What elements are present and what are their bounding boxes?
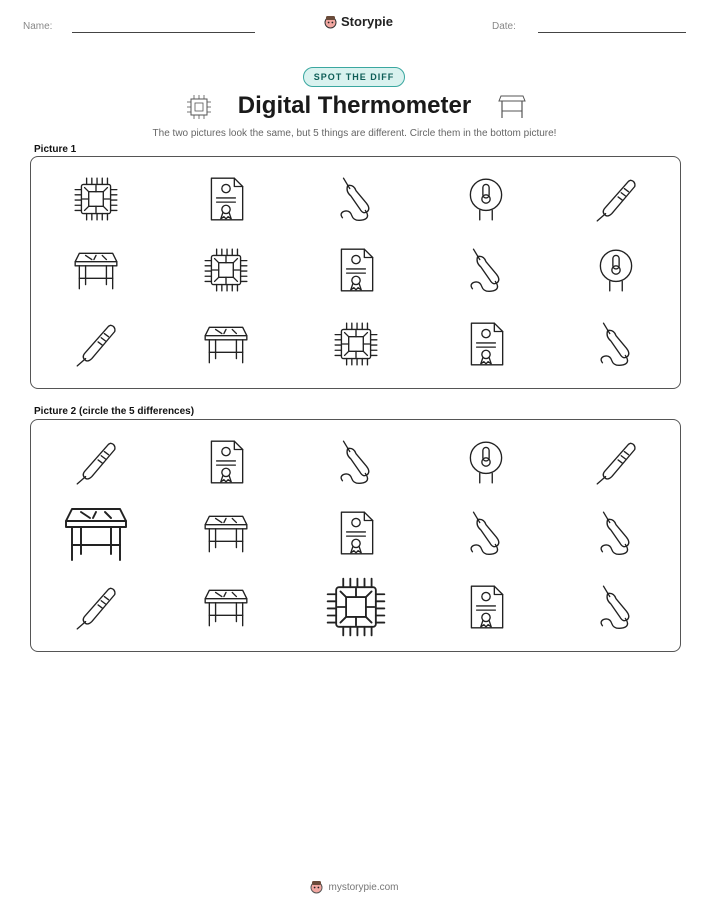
instructions: The two pictures look the same, but 5 things are different. Circle them in the bottom picture!: [152, 128, 557, 139]
workbench-icon[interactable]: [71, 245, 121, 295]
storypie-mascot-icon: [324, 15, 337, 29]
certificate-icon[interactable]: [201, 437, 251, 487]
chip-icon[interactable]: [201, 245, 251, 295]
workbench-icon[interactable]: [60, 497, 132, 569]
picture-2-label: Picture 2 (circle the 5 differences): [34, 406, 195, 417]
chip-icon[interactable]: [331, 319, 381, 369]
footer-site: mystorypie.com: [328, 881, 399, 893]
thermostat-icon[interactable]: [461, 437, 511, 487]
date-label: Date:: [492, 21, 516, 32]
thermostat-icon[interactable]: [461, 174, 511, 224]
date-line[interactable]: [538, 32, 686, 33]
workbench-icon[interactable]: [201, 508, 251, 558]
name-line[interactable]: [72, 32, 255, 33]
workbench-icon: [496, 91, 528, 121]
soldering-iron-icon[interactable]: [331, 437, 381, 487]
soldering-iron-icon[interactable]: [331, 174, 381, 224]
thermostat-icon[interactable]: [591, 245, 641, 295]
spot-the-diff-badge: SPOT THE DIFF: [303, 67, 405, 87]
certificate-icon[interactable]: [201, 174, 251, 224]
picture-2-panel[interactable]: [30, 419, 681, 652]
storypie-mascot-icon: [310, 880, 323, 894]
certificate-icon[interactable]: [331, 508, 381, 558]
picture-1-panel: [30, 156, 681, 389]
brand-name: Storypie: [341, 14, 394, 29]
soldering-iron-icon[interactable]: [591, 508, 641, 558]
thermometer-icon[interactable]: [71, 319, 121, 369]
brand-logo: [324, 14, 393, 29]
workbench-icon[interactable]: [201, 319, 251, 369]
thermometer-icon[interactable]: [71, 582, 121, 632]
chip-icon[interactable]: [71, 174, 121, 224]
page-title: Digital Thermometer: [237, 92, 472, 119]
soldering-iron-icon[interactable]: [591, 582, 641, 632]
certificate-icon[interactable]: [461, 582, 511, 632]
soldering-iron-icon[interactable]: [461, 508, 511, 558]
soldering-iron-icon[interactable]: [461, 245, 511, 295]
picture-1-label: Picture 1: [34, 144, 77, 155]
name-label: Name:: [23, 21, 53, 32]
certificate-icon[interactable]: [331, 245, 381, 295]
thermometer-icon[interactable]: [591, 437, 641, 487]
chip-icon[interactable]: [322, 573, 390, 641]
workbench-icon[interactable]: [201, 582, 251, 632]
soldering-iron-icon[interactable]: [591, 319, 641, 369]
certificate-icon[interactable]: [461, 319, 511, 369]
thermometer-icon[interactable]: [591, 174, 641, 224]
thermometer-icon[interactable]: [71, 437, 121, 487]
footer: [0, 880, 709, 894]
